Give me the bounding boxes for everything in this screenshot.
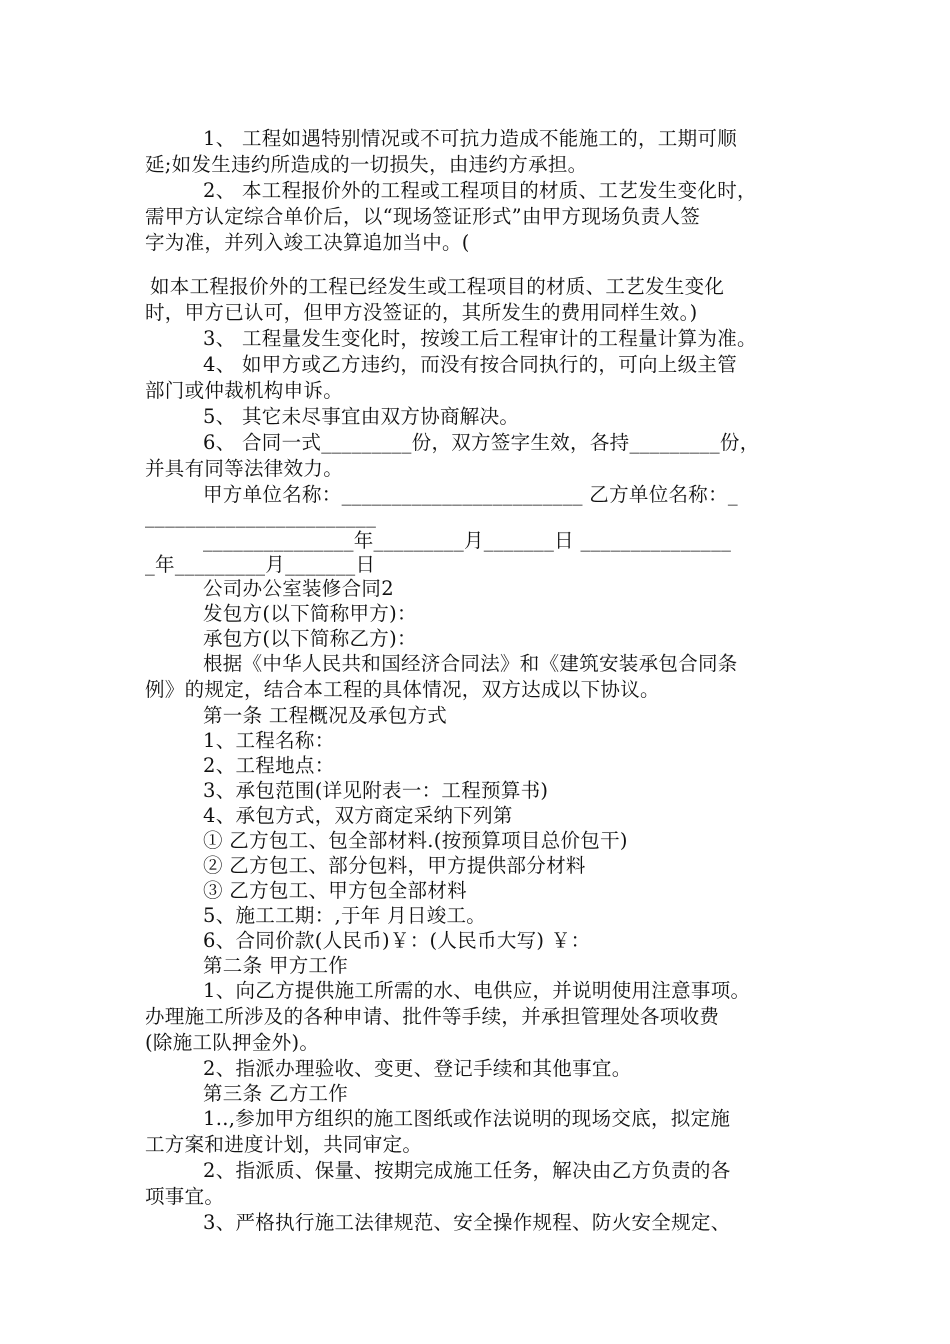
article-2-item-1-line-3: (除施工队押金外)。	[145, 1031, 320, 1054]
article-1-item-2: 2、工程地点：	[203, 754, 335, 777]
date-line-1: _______________年_________月_______日 _______________	[203, 529, 732, 552]
article-3-item-2-line-1: 2、指派质、保量、按期完成施工任务，解决由乙方负责的各	[203, 1159, 731, 1182]
party-names-line: 甲方单位名称：________________________ 乙方单位名称：_	[203, 483, 738, 506]
option-3: ③ 乙方包工、甲方包全部材料	[203, 879, 467, 902]
article-3-item-2-line-2: 项事宜。	[145, 1185, 225, 1208]
article-3-item-1-line-1: 1..,参加甲方组织的施工图纸或作法说明的现场交底，拟定施	[203, 1107, 731, 1130]
article-1-item-1: 1、工程名称：	[203, 729, 335, 752]
article-1-heading: 第一条 工程概况及承包方式	[203, 704, 448, 727]
preamble-line-2: 例》的规定，结合本工程的具体情况，双方达成以下协议。	[145, 678, 660, 701]
article-1-item-6: 6、合同价款(人民币)￥：(人民币大写) ￥：	[203, 929, 591, 952]
clause-3-line: 3、 工程量发生变化时，按竣工后工程审计的工程量计算为准。	[203, 327, 757, 350]
article-3-item-1-line-2: 工方案和进度计划，共同审定。	[145, 1133, 423, 1156]
clause-6-line-1: 6、 合同一式_________份，双方签字生效，各持_________份，	[203, 431, 760, 454]
clause-2-note-line-2: 时，甲方已认可，但甲方没签证的，其所发生的费用同样生效。)	[145, 301, 698, 324]
clause-1-line-2: 延;如发生违约所造成的一切损失，由违约方承担。	[145, 153, 588, 176]
party-names-blank: _______________________	[145, 505, 377, 528]
party-a-line: 发包方(以下简称甲方)：	[203, 602, 417, 625]
clause-4-line-2: 部门或仲裁机构申诉。	[145, 379, 344, 402]
article-1-item-3: 3、承包范围(详见附表一：工程预算书)	[203, 779, 549, 802]
preamble-line-1: 根据《中华人民共和国经济合同法》和《建筑安装承包合同条	[203, 652, 738, 675]
article-2-heading: 第二条 甲方工作	[203, 954, 349, 977]
clause-4-line-1: 4、 如甲方或乙方违约，而没有按合同执行的，可向上级主管	[203, 353, 738, 376]
clause-2-note-line-1: 如本工程报价外的工程已经发生或工程项目的材质、工艺发生变化	[150, 275, 725, 298]
clause-2-line-2: 需甲方认定综合单价后，以“现场签证形式”由甲方现场负责人签	[145, 205, 701, 228]
article-3-item-3-line-1: 3、严格执行施工法律规范、安全操作规程、防火安全规定、	[203, 1211, 731, 1234]
contract-title: 公司办公室装修合同2	[203, 577, 394, 600]
article-2-item-1-line-2: 办理施工所涉及的各种申请、批件等手续，并承担管理处各项收费	[145, 1005, 720, 1028]
article-1-item-5: 5、施工工期：,于年 月日竣工。	[203, 904, 487, 927]
article-3-heading: 第三条 乙方工作	[203, 1082, 349, 1105]
article-1-item-4: 4、承包方式，双方商定采纳下列第	[203, 804, 513, 827]
option-1: ① 乙方包工、包全部材料.(按预算项目总价包干)	[203, 829, 628, 852]
clause-2-line-3: 字为准，并列入竣工决算追加当中。(	[145, 231, 470, 254]
article-2-item-2: 2、指派办理验收、变更、登记手续和其他事宜。	[203, 1057, 632, 1080]
clause-6-line-2: 并具有同等法律效力。	[145, 457, 344, 480]
clause-1-line-1: 1、 工程如遇特别情况或不可抗力造成不能施工的，工期可顺	[203, 127, 738, 150]
clause-2-line-1: 2、 本工程报价外的工程或工程项目的材质、工艺发生变化时，	[203, 179, 757, 202]
date-line-2: _年_________月_______日	[145, 553, 376, 576]
article-2-item-1-line-1: 1、向乙方提供施工所需的水、电供应，并说明使用注意事项。	[203, 979, 751, 1002]
party-b-line: 承包方(以下简称乙方)：	[203, 627, 417, 650]
option-2: ② 乙方包工、部分包料，甲方提供部分材料	[203, 854, 586, 877]
clause-5-line: 5、 其它未尽事宜由双方协商解决。	[203, 405, 520, 428]
